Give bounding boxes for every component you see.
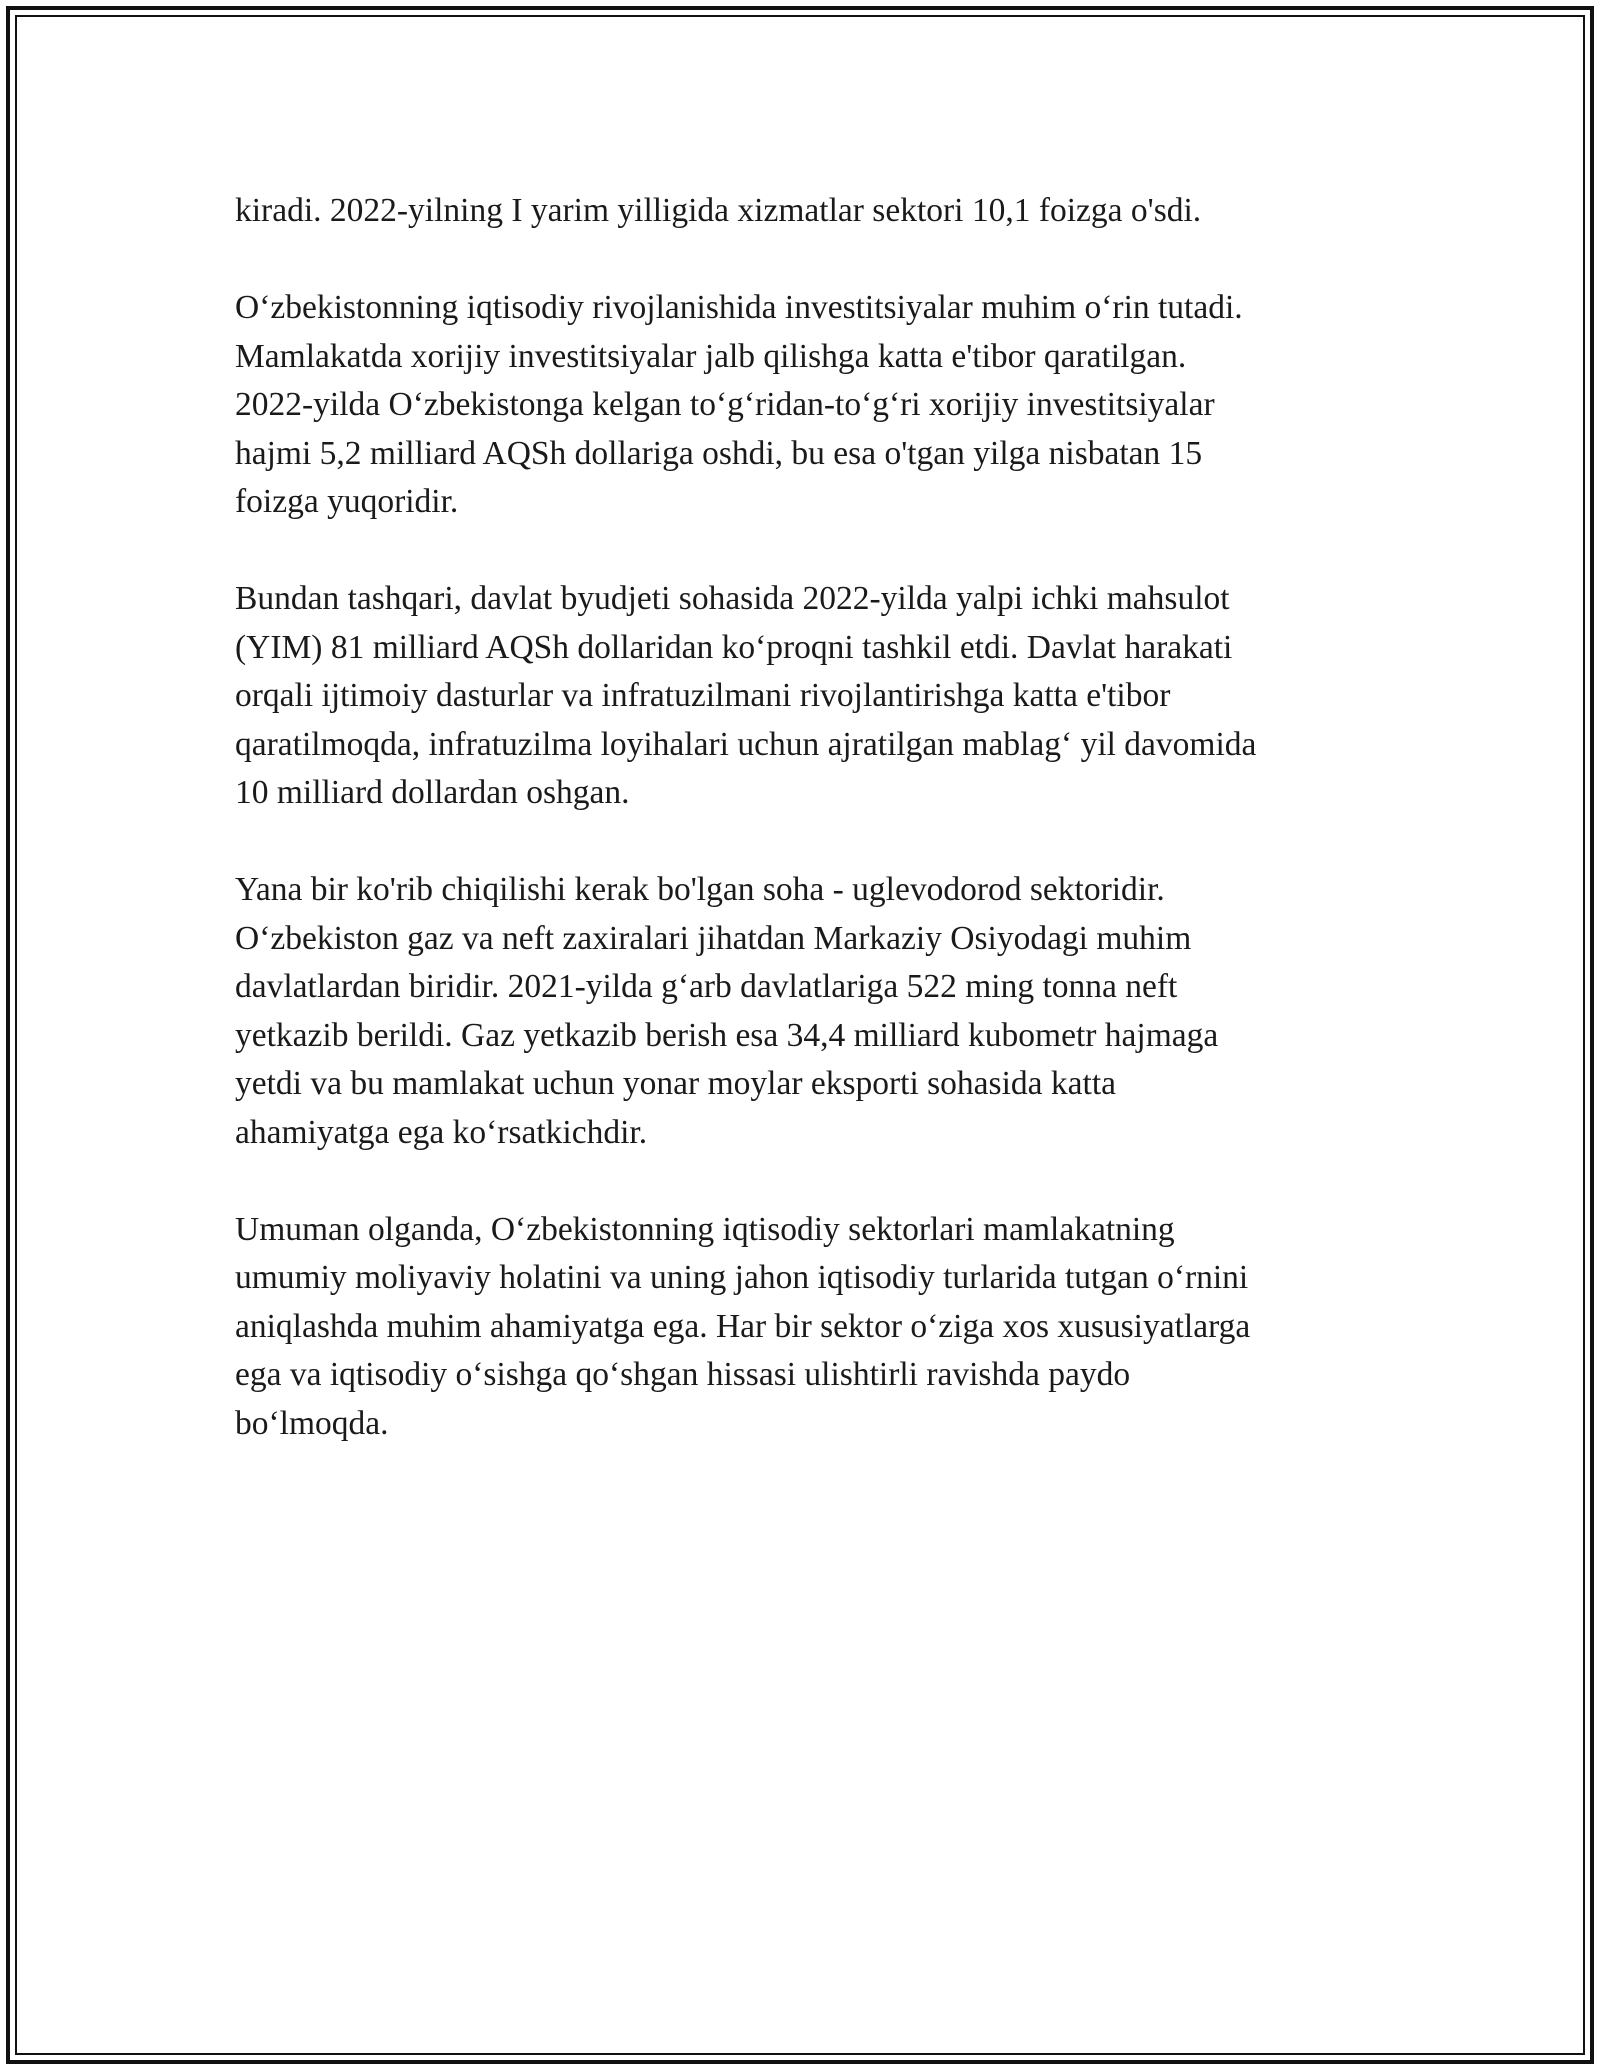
text-line: O‘zbekistonning iqtisodiy rivojlanishida investitsiyalar muhim o‘rin tutadi. — [235, 289, 1243, 327]
text-line: Bundan tashqari, davlat byudjeti sohasida 2022-yilda yalpi ichki mahsulot — [235, 580, 1230, 618]
text-line: Yana bir ko'rib chiqilishi kerak bo'lgan soha - uglevodorod sektoridir. — [235, 871, 1165, 909]
text-line: davlatlardan biridir. 2021-yilda g‘arb davlatlariga 522 ming tonna neft — [235, 968, 1178, 1006]
document-body — [235, 187, 1365, 1497]
text-line: umumiy moliyaviy holatini va uning jahon iqtisodiy turlarida tutgan o‘rnini — [235, 1259, 1249, 1297]
text-line: Mamlakatda xorijiy investitsiyalar jalb qilishga katta e'tibor qaratilgan. — [235, 337, 1187, 375]
text-line: ahamiyatga ega ko‘rsatkichdir. — [235, 1113, 648, 1151]
paragraph-hydrocarbon-sector — [235, 866, 1365, 1156]
text-line: bo‘lmoqda. — [235, 1404, 389, 1442]
text-line: aniqlashda muhim ahamiyatga ega. Har bir sektor o‘ziga xos xususiyatlarga — [235, 1307, 1251, 1345]
paragraph-conclusion — [235, 1206, 1365, 1448]
text-line: yetkazib berildi. Gaz yetkazib berish esa 34,4 milliard kubometr hajmaga — [235, 1016, 1219, 1054]
text-line: qaratilmoqda, infratuzilma loyihalari uchun ajratilgan mablag‘ yil davomida — [235, 725, 1257, 763]
text-line: 2022-yilda O‘zbekistonga kelgan to‘g‘ridan-to‘g‘ri xorijiy investitsiyalar — [235, 386, 1215, 424]
text-line: 10 milliard dollardan oshgan. — [235, 774, 630, 812]
text-line: ega va iqtisodiy o‘sishga qo‘shgan hissasi ulishtirli ravishda paydo — [235, 1356, 1131, 1394]
text-line: yetdi va bu mamlakat uchun yonar moylar eksporti sohasida katta — [235, 1065, 1116, 1103]
text-line: (YIM) 81 milliard AQSh dollaridan ko‘proqni tashkil etdi. Davlat harakati — [235, 628, 1233, 666]
text-line: foizga yuqoridir. — [235, 483, 459, 521]
text-line: O‘zbekiston gaz va neft zaxiralari jihatdan Markaziy Osiyodagi muhim — [235, 919, 1192, 957]
text-line: hajmi 5,2 milliard AQSh dollariga oshdi, bu esa o'tgan yilga nisbatan 15 — [235, 434, 1203, 472]
text-line: orqali ijtimoiy dasturlar va infratuzilmani rivojlantirishga katta e'tibor — [235, 677, 1171, 715]
text-line: Umuman olganda, O‘zbekistonning iqtisodiy sektorlari mamlakatning — [235, 1210, 1175, 1248]
paragraph-services-growth — [235, 187, 1365, 235]
paragraph-investments — [235, 284, 1365, 526]
text-line: kiradi. 2022-yilning I yarim yilligida xizmatlar sektori 10,1 foizga o'sdi. — [235, 192, 1202, 229]
paragraph-state-budget — [235, 575, 1365, 817]
